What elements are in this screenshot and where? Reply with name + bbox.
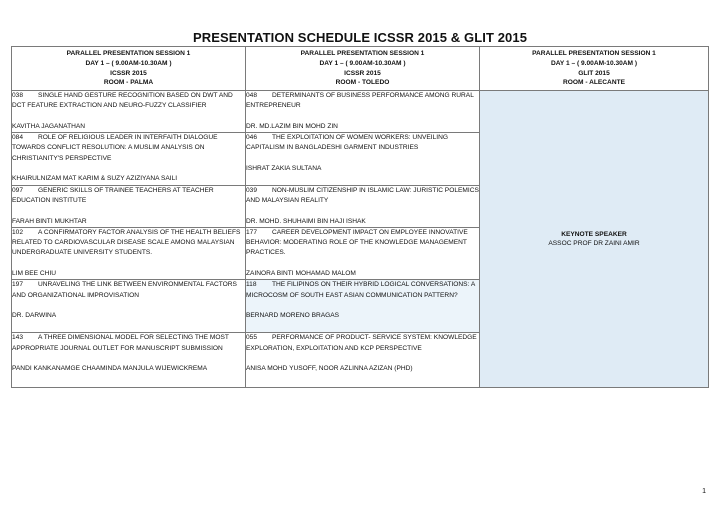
- paper-authors: DR. MD.LAZIM BIN MOHD ZIN: [246, 122, 338, 130]
- paper-title: SINGLE HAND GESTURE RECOGNITION BASED ON DWT AND DCT FEATURE EXTRACTION AND NEURO-FUZZY CLASSIFIER: [12, 92, 233, 110]
- paper-authors: ISHRAT ZAKIA SULTANA: [246, 165, 322, 173]
- paper-title: DETERMINANTS OF BUSINESS PERFORMANCE AMONG RURAL ENTREPRENEUR: [246, 92, 474, 110]
- header-row: [12, 47, 709, 91]
- paper-authors: PANDI KANKANAMGE CHAAMINDA MANJULA WIJEWICKREMA: [12, 365, 208, 373]
- presentation-cell-palma: [12, 333, 246, 388]
- paper-authors: KHAIRULNIZAM MAT KARIM & SUZY AZIZIYANA SAILI: [12, 175, 178, 183]
- paper-title: UNRAVELING THE LINK BETWEEN ENVIRONMENTAL FACTORS AND ORGANIZATIONAL IMPROVISATION: [12, 281, 237, 299]
- header-conference: GLIT 2015: [578, 69, 610, 77]
- paper-title: THE FILIPINOS ON THEIR HYBRID LOGICAL CONVERSATIONS: A MICROCOSM OF SOUTH EAST ASIAN COMMUNICATION PATTERN?: [246, 281, 475, 299]
- header-time: DAY 1 – ( 9.00AM-10.30AM ): [319, 59, 406, 67]
- paper-title: PERFORMANCE OF PRODUCT- SERVICE SYSTEM: KNOWLEDGE EXPLORATION, EXPLOITATION AND KCP PERSPECTIVE: [246, 334, 477, 352]
- header-session: PARALLEL PRESENTATION SESSION 1: [300, 50, 425, 58]
- paper-title: ROLE OF RELIGIOUS LEADER IN INTERFAITH DIALOGUE TOWARDS CONFLICT RESOLUTION: A MUSLIM ANALYSIS ON CHRISTIANITY'S PERSPECTIVE: [12, 134, 218, 162]
- keynote-label: KEYNOTE SPEAKER: [561, 230, 627, 238]
- paper-code: 177: [246, 228, 258, 236]
- page-title: PRESENTATION SCHEDULE ICSSR 2015 & GLIT 2015: [192, 30, 528, 45]
- paper-authors: ZAINORA BINTI MOHAMAD MALOM: [246, 270, 356, 278]
- paper-authors: DR. MOHD. SHUHAIMI BIN HAJI ISHAK: [246, 217, 366, 225]
- paper-title: NON-MUSLIM CITIZENSHIP IN ISLAMIC LAW: JURISTIC POLEMICS AND MALAYSIAN REALITY: [246, 186, 479, 204]
- paper-title: THE EXPLOITATION OF WOMEN WORKERS: UNVEILING CAPITALISM IN BANGLADESHI GARMENT INDUSTRIES: [246, 134, 448, 152]
- paper-code: 055: [246, 334, 258, 342]
- header-conference: ICSSR 2015: [344, 69, 381, 77]
- header-session: PARALLEL PRESENTATION SESSION 1: [66, 50, 191, 58]
- keynote-speaker: ASSOC PROF DR ZAINI AMIR: [548, 240, 640, 248]
- paper-authors: FARAH BINTI MUKHTAR: [12, 217, 87, 225]
- paper-code: 084: [12, 134, 24, 142]
- paper-authors: KAVITHA JAGANATHAN: [12, 122, 86, 130]
- header-alecante: [480, 47, 709, 91]
- presentation-cell-palma: [12, 91, 246, 133]
- presentation-cell-toledo: [246, 227, 480, 279]
- header-toledo: [246, 47, 480, 91]
- paper-authors: LIM BEE CHIU: [12, 270, 56, 278]
- header-session: PARALLEL PRESENTATION SESSION 1: [532, 50, 656, 58]
- paper-code: 143: [12, 334, 24, 342]
- paper-authors: BERNARD MORENO BRAGAS: [246, 312, 340, 320]
- paper-title: CAREER DEVELOPMENT IMPACT ON EMPLOYEE INNOVATIVE BEHAVIOR: MODERATING ROLE OF THE KNOWLEDGE MANAGEMENT PRACTICES.: [246, 228, 468, 257]
- header-conference: ICSSR 2015: [110, 69, 147, 77]
- header-room: ROOM - ALECANTE: [562, 79, 626, 87]
- paper-authors: ANISA MOHD YUSOFF, NOOR AZLINNA AZIZAN (PHD): [246, 365, 413, 373]
- page-number: 1: [702, 488, 706, 495]
- presentation-cell-palma: [12, 227, 246, 279]
- presentation-cell-toledo: [246, 91, 480, 133]
- paper-code: 039: [246, 186, 258, 194]
- schedule-table: [11, 46, 709, 388]
- header-room: ROOM - PALMA: [103, 79, 154, 87]
- paper-code: 102: [12, 228, 24, 236]
- paper-code: 046: [246, 134, 258, 142]
- presentation-cell-palma: [12, 280, 246, 333]
- paper-code: 118: [246, 281, 257, 289]
- paper-code: 048: [246, 92, 258, 99]
- paper-code: 097: [12, 186, 24, 194]
- presentation-cell-toledo: [246, 133, 480, 185]
- header-room: ROOM - TOLEDO: [335, 79, 390, 87]
- presentation-cell-toledo: [246, 280, 480, 333]
- presentation-cell-palma: [12, 133, 246, 185]
- presentation-cell-palma: [12, 185, 246, 227]
- header-time: DAY 1 – ( 9.00AM-10.30AM ): [550, 59, 638, 67]
- table-row: [12, 91, 709, 133]
- paper-code: 197: [12, 281, 24, 289]
- presentation-cell-toledo: [246, 333, 480, 388]
- keynote-cell: [480, 91, 709, 388]
- header-time: DAY 1 – ( 9.00AM-10.30AM ): [85, 59, 172, 67]
- paper-authors: DR. DARWINA: [12, 312, 57, 320]
- paper-title: A CONFIRMATORY FACTOR ANALYSIS OF THE HEALTH BELIEFS RELATED TO CARDIOVASCULAR DISEASE SCALE AMONG MALAYSIAN UNDERGRADUATE UNIVERSITY STUDENTS.: [12, 228, 241, 257]
- presentation-cell-toledo: [246, 185, 480, 227]
- header-palma: [12, 47, 246, 91]
- paper-title: A THREE DIMENSIONAL MODEL FOR SELECTING THE MOST APPROPRIATE JOURNAL OUTLET FOR MANUSCRIPT SUBMISSION: [12, 334, 229, 352]
- paper-code: 038: [12, 92, 24, 99]
- paper-title: GENERIC SKILLS OF TRAINEE TEACHERS AT TEACHER EDUCATION INSTITUTE: [12, 186, 214, 204]
